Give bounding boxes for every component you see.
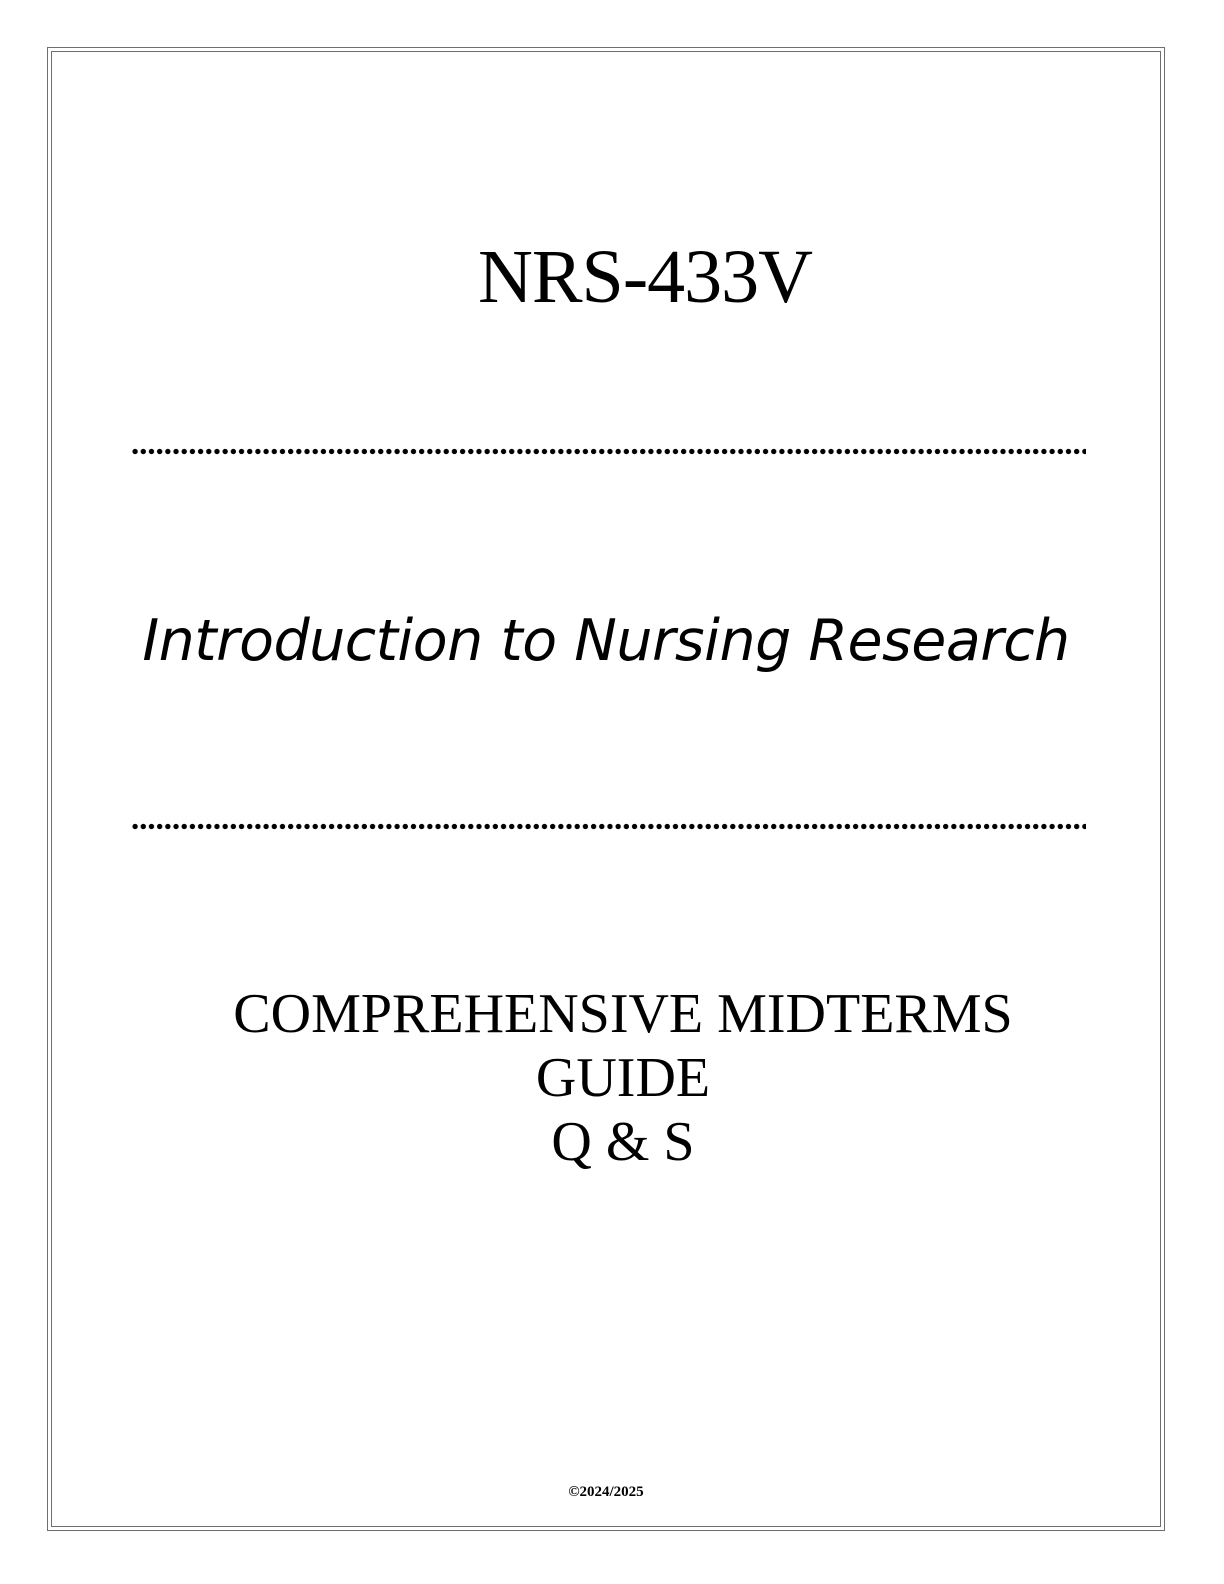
copyright-notice: ©2024/2025: [568, 1484, 644, 1500]
guide-title-line-3: Q & S: [551, 1111, 695, 1173]
guide-title-block: [0, 982, 1224, 1174]
dotted-divider-top: [131, 447, 1086, 456]
guide-title-line-1: COMPREHENSIVE MIDTERMS: [233, 983, 1013, 1045]
dotted-divider-bottom: [131, 822, 1086, 831]
course-code-heading: NRS-433V: [477, 235, 813, 319]
guide-title-line-2: GUIDE: [535, 1047, 711, 1109]
course-title: Introduction to Nursing Research: [142, 608, 1070, 674]
